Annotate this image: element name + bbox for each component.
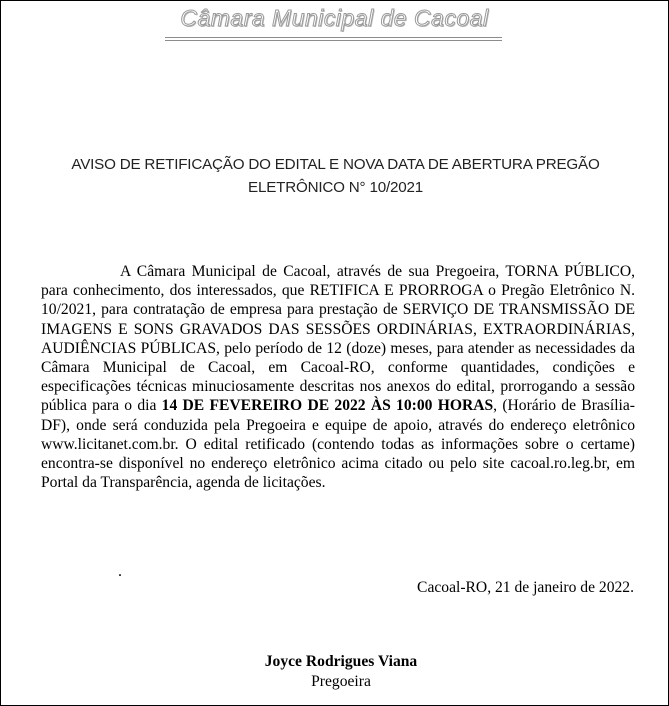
header-rule-top	[165, 37, 502, 38]
place-date: Cacoal-RO, 21 de janeiro de 2022.	[417, 579, 634, 596]
institution-header: Câmara Municipal de Cacoal	[180, 5, 489, 31]
header-rule-bottom	[165, 40, 502, 41]
signer-role: Pregoeira	[311, 673, 371, 690]
session-date-highlight: 14 DE FEVEREIRO DE 2022 ÀS 10:00 HORAS	[161, 397, 494, 415]
body-text-part1: A Câmara Municipal de Cacoal, através de sua Pregoeira, TORNA PÚBLICO, para conhecimento, dos interessados, que RETIFICA E PRORROGA o Pregão Eletrônico N. 10/2021, para contratação de empresa para prestação de SERVIÇO DE TRANSMISSÃO DE IMAGENS E SONS GRAVADOS DAS SESSÕES ORDINÁRIAS, EXTRAORDINÁRIAS, AUDIÊNCIAS PÚBLICAS, pelo período de 12 (doze) meses, para atender as necessidades da Câmara Municipal de Cacoal, em Cacoal-RO, conforme quantidades, condições e especificações técnicas minuciosamente descritas nos anexos do edital, prorrogando a sessão pública para o dia	[41, 263, 635, 415]
stray-mark: .	[118, 563, 122, 580]
notice-title: AVISO DE RETIFICAÇÃO DO EDITAL E NOVA DATA DE ABERTURA PREGÃO ELETRÔNICO N° 10/2021	[71, 156, 600, 196]
signer-name: Joyce Rodrigues Viana	[264, 653, 418, 670]
body-text-part2: , (Horário de Brasília-DF), onde será conduzida pela Pregoeira e equipe de apoio, através do endereço eletrônico www.licitanet.com.br. O edital retificado (contendo todas as informações sobre o certame) encontra-se disponível no endereço eletrônico acima citado ou pelo site cacoal.ro.leg.br, em Portal da Transparência, agenda de licitações.	[41, 397, 635, 492]
notice-body	[41, 262, 635, 492]
